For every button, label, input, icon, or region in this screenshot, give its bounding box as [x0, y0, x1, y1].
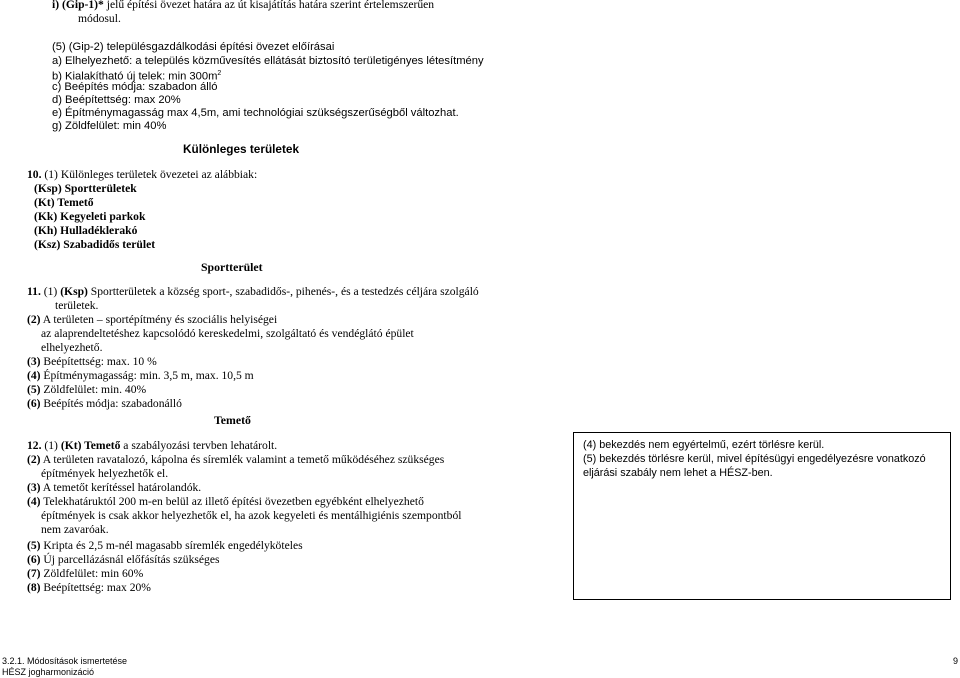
temeto-item-3-text: A temetőt kerítéssel határolandók.	[40, 481, 202, 494]
temeto-item-2-cont: építmények helyezhetők el.	[41, 467, 169, 480]
note-line-1: (4) bekezdés nem egyértelmű, ezért törlésre kerül.	[583, 439, 825, 451]
temeto-item-2	[27, 453, 444, 467]
item-i-continuation: módosul.	[78, 12, 121, 25]
gip2-c: c) Beépítés módja: szabadon álló	[52, 81, 218, 93]
sport-item-2-num: (2)	[27, 313, 41, 326]
heading-sportterulet: Sportterület	[201, 260, 263, 274]
heading-temeto: Temető	[214, 413, 251, 427]
sport-item-2-cont2: elhelyezhető.	[41, 341, 103, 354]
para-10-num: 10.	[27, 168, 42, 181]
para-11-a: (1)	[40, 285, 61, 298]
sport-item-3-num: (3)	[27, 355, 41, 368]
temeto-item-6-text: Új parcellázásnál előfásítás szükséges	[40, 553, 220, 566]
zone-item-kt: (Kt) Temető	[34, 196, 94, 209]
sport-item-6	[27, 397, 182, 411]
sport-item-4	[27, 369, 254, 383]
para-10	[27, 168, 257, 182]
temeto-item-4-text: Telekhatáruktól 200 m-en belül az illető építési övezetben egyébként elhelyezhető	[40, 495, 424, 508]
item-i-text: jelű építési övezet határa az út kisajátítás határa szerint értelemszerűen	[103, 0, 435, 11]
sport-item-2-cont1: az alaprendeltetéshez kapcsolódó kereskedelmi, szolgáltató és vendéglátó épület	[41, 327, 414, 340]
sport-item-3-tail: : max. 10 %	[100, 355, 157, 368]
temeto-item-8	[27, 581, 151, 595]
temeto-item-4-cont2: nem zavaróak.	[41, 523, 109, 536]
item-i-line	[52, 0, 434, 12]
para-12-b: (Kt) Temető	[60, 439, 121, 452]
sport-item-3-text: Beépítettség	[40, 355, 101, 368]
note-line-3: eljárási szabály nem lehet a HÉSZ-ben.	[583, 467, 773, 479]
sport-item-2	[27, 313, 277, 327]
temeto-item-3	[27, 481, 201, 495]
para-12-a: (1)	[41, 439, 61, 452]
temeto-item-7	[27, 567, 143, 581]
temeto-item-6	[27, 553, 220, 567]
para-11-num: 11.	[27, 285, 41, 298]
sport-item-3	[27, 355, 157, 369]
para-12	[27, 439, 277, 453]
zone-item-kk: (Kk) Kegyeleti parkok	[34, 210, 146, 223]
para-11	[27, 285, 479, 299]
zone-item-ksz: (Ksz) Szabadidős terület	[34, 238, 156, 251]
temeto-item-5-text: Kripta és 2,5 m-nél magasabb síremlék engedélyköteles	[40, 539, 303, 552]
temeto-item-7-text: Zöldfelület: min 60%	[40, 567, 144, 580]
para-12-c: a szabályozási tervben lehatárolt.	[120, 439, 278, 452]
para-12-num: 12.	[27, 439, 42, 452]
temeto-item-6-num: (6)	[27, 553, 41, 566]
heading-kulonleges: Különleges területek	[183, 142, 300, 156]
sport-item-6-num: (6)	[27, 397, 41, 410]
gip2-a: a) Elhelyezhető: a település közművesítés ellátását biztosító területigényes létesítmény	[52, 55, 484, 67]
sport-item-5	[27, 383, 146, 397]
sport-item-5-text: Zöldfelület: min. 40%	[40, 383, 147, 396]
footer-doc: HÉSZ jogharmonizáció	[2, 667, 95, 677]
sport-item-4-num: (4)	[27, 369, 41, 382]
temeto-item-4-num: (4)	[27, 495, 41, 508]
sport-item-4-text: Építménymagasság: min. 3,5 m, max. 10,5 m	[40, 369, 254, 382]
item-i-label: i) (Gip-1)*	[52, 0, 104, 11]
sport-item-6-text: Beépítés módja: szabadonálló	[40, 397, 182, 410]
sport-item-5-num: (5)	[27, 383, 41, 396]
zone-item-kh: (Kh) Hulladéklerakó	[34, 224, 138, 237]
gip2-b-text: b) Kialakítható új telek: min 300m	[52, 70, 218, 83]
temeto-item-4-cont1: építmények is csak akkor helyezhetők el, ha azok kegyeleti és mentálhigiénis szempontból	[41, 509, 462, 522]
para-10-text: (1) Különleges területek övezetei az alábbiak:	[41, 168, 258, 181]
para-11-continuation: területek.	[55, 299, 99, 312]
footer-page-number: 9	[953, 656, 959, 666]
gip2-g: g) Zöldfelület: min 40%	[52, 120, 167, 132]
temeto-item-5	[27, 539, 303, 553]
temeto-item-2-text: A területen ravatalozó, kápolna és síremlék valamint a temető működéséhez szükséges	[40, 453, 445, 466]
sport-item-2-text: A területen – sportépítmény és szociális helyiségei	[40, 313, 278, 326]
temeto-item-3-num: (3)	[27, 481, 41, 494]
footer-section: 3.2.1. Módosítások ismertetése	[2, 656, 128, 666]
temeto-item-5-num: (5)	[27, 539, 41, 552]
temeto-item-7-num: (7)	[27, 567, 41, 580]
gip2-e: e) Építménymagasság max 4,5m, ami technológiai szükségszerűségből változhat.	[52, 107, 459, 119]
temeto-item-2-num: (2)	[27, 453, 41, 466]
note-box	[573, 432, 951, 600]
zone-item-ksp: (Ksp) Sportterületek	[34, 182, 137, 195]
para-11-b: (Ksp)	[60, 285, 88, 298]
para-11-c: Sportterületek a község sport-, szabadidős-, pihenés-, és a testedzés céljára szolgáló	[87, 285, 479, 298]
gip2-b-sup: 2	[217, 70, 222, 77]
temeto-item-8-num: (8)	[27, 581, 41, 594]
temeto-item-4	[27, 495, 424, 509]
temeto-item-8-text: Beépítettség: max 20%	[40, 581, 151, 594]
note-line-2: (5) bekezdés törlésre kerül, mivel építésügyi engedélyezésre vonatkozó	[583, 453, 926, 465]
gip2-d: d) Beépítettség: max 20%	[52, 94, 181, 106]
gip2-title: (5) (Gip-2) településgazdálkodási építési övezet előírásai	[52, 41, 335, 53]
